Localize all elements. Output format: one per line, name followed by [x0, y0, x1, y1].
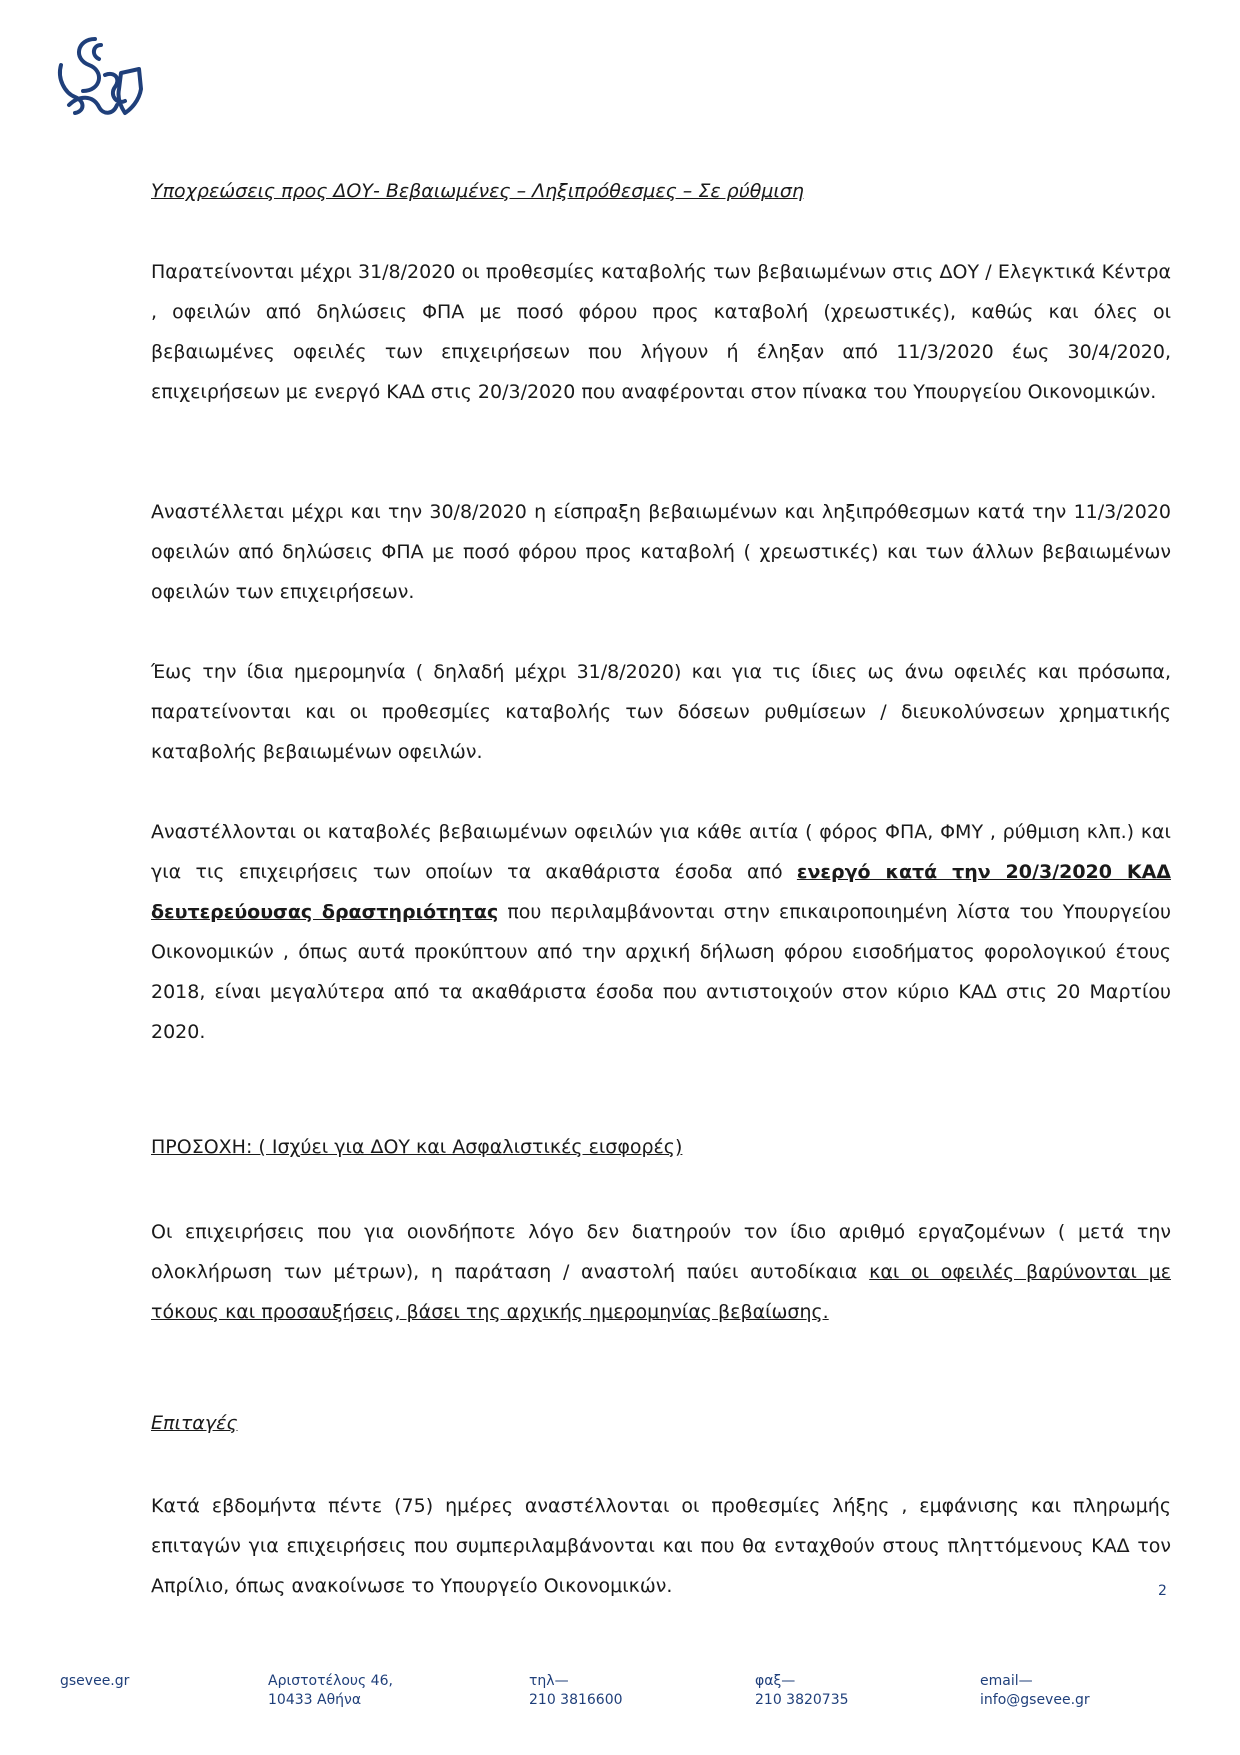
paragraph-suspension: Αναστέλλεται μέχρι και την 30/8/2020 η είσπραξη βεβαιωμένων και ληξιπρόθεσμων κατά την 11/3/2020 οφειλών από δηλώσεις ΦΠΑ με ποσό φόρου προς καταβολή ( χρεωστικές) και των άλλων βεβαιωμένων οφειλών των επιχειρήσεων. — [151, 501, 1171, 603]
paragraph-text: Οι επιχειρήσεις που για οιονδήποτε λόγο δεν διατηρούν τον ίδιο αριθμό εργαζομένων ( μετά την ολοκλήρωση των μέτρων), η παράταση / αναστολή παύει αυτοδίκαια — [151, 1221, 1171, 1283]
gsevee-logo-icon — [55, 35, 145, 117]
emphasized-text: ενεργό κατά την 20/3/2020 ΚΑΔ δευτερεύουσας δραστηριότητας — [151, 861, 1171, 923]
footer-fax-number: 210 3820735 — [755, 1692, 849, 1708]
paragraph-attention — [151, 1212, 1171, 1332]
paragraph-secondary-activity — [151, 812, 1171, 1052]
section-heading-attention: ΠΡΟΣΟΧΗ: ( Ισχύει για ΔΟΥ και Ασφαλιστικές εισφορές) — [151, 1136, 683, 1158]
page-number: 2 — [1158, 1583, 1167, 1599]
paragraph-extension: Παρατείνονται μέχρι 31/8/2020 οι προθεσμίες καταβολής των βεβαιωμένων στις ΔΟΥ / Ελεγκτικά Κέντρα , οφειλών από δηλώσεις ΦΠΑ με ποσό φόρου προς καταβολή (χρεωστικές), καθώς και όλες οι βεβαιωμένες οφειλές των επιχειρήσεων που λήγουν ή έληξαν από 11/3/2020 έως 30/4/2020, επιχειρήσεων με ενεργό ΚΑΔ στις 20/3/2020 που αναφέρονται στον πίνακα του Υπουργείου Οικονομικών. — [151, 261, 1171, 403]
paragraph-cheques: Κατά εβδομήντα πέντε (75) ημέρες αναστέλλονται οι προθεσμίες λήξης , εμφάνισης και πληρωμής επιταγών για επιχειρήσεις που συμπεριλαμβάνονται και που θα ενταχθούν στους πληττόμενους ΚΑΔ τον Απρίλιο, όπως ανακοίνωσε το Υπουργείο Οικονομικών. — [151, 1495, 1171, 1597]
footer-email-link[interactable]: info@gsevee.gr — [980, 1692, 1090, 1708]
footer-fax — [755, 1672, 849, 1710]
footer-address-line2: 10433 Αθήνα — [268, 1692, 362, 1708]
footer-email-label: email— — [980, 1673, 1033, 1689]
paragraph-text: που περιλαμβάνονται στην επικαιροποιημένη λίστα του Υπουργείου Οικονομικών , όπως αυτά προκύπτουν από την αρχική δήλωση φόρου εισοδήματος φορολογικού έτους 2018, είναι μεγαλύτερα από τα ακαθάριστα έσοδα που αντιστοιχούν στον κύριο ΚΑΔ στις 20 Μαρτίου 2020. — [151, 901, 1171, 1043]
footer-site-link[interactable]: gsevee.gr — [60, 1673, 130, 1689]
footer-fax-label: φαξ— — [755, 1673, 796, 1689]
footer-phone-number: 210 3816600 — [529, 1692, 623, 1708]
section-heading-cheques: Επιταγές — [151, 1412, 238, 1434]
footer-phone — [529, 1672, 623, 1710]
paragraph-installments: Έως την ίδια ημερομηνία ( δηλαδή μέχρι 31/8/2020) και για τις ίδιες ως άνω οφειλές και πρόσωπα, παρατείνονται και οι προθεσμίες καταβολής των δόσεων ρυθμίσεων / διευκολύνσεων χρηματικής καταβολής βεβαιωμένων οφειλών. — [151, 661, 1171, 763]
footer-phone-label: τηλ— — [529, 1673, 569, 1689]
footer-email — [980, 1672, 1090, 1710]
footer-address-line1: Αριστοτέλους 46, — [268, 1673, 393, 1689]
underlined-text: και οι οφειλές βαρύνονται με τόκους και προσαυξήσεις, βάσει της αρχικής ημερομηνίας βεβαίωσης. — [151, 1261, 1171, 1323]
footer-address — [268, 1672, 393, 1710]
paragraph-text: Αναστέλλονται οι καταβολές βεβαιωμένων οφειλών για κάθε αιτία ( φόρος ΦΠΑ, ΦΜΥ , ρύθμιση κλπ.) και για τις επιχειρήσεις των οποίων τα ακαθάριστα έσοδα από — [151, 821, 1171, 883]
section-heading-tax-obligations: Υποχρεώσεις προς ΔΟΥ- Βεβαιωμένες – Ληξιπρόθεσμες – Σε ρύθμιση — [151, 180, 804, 202]
